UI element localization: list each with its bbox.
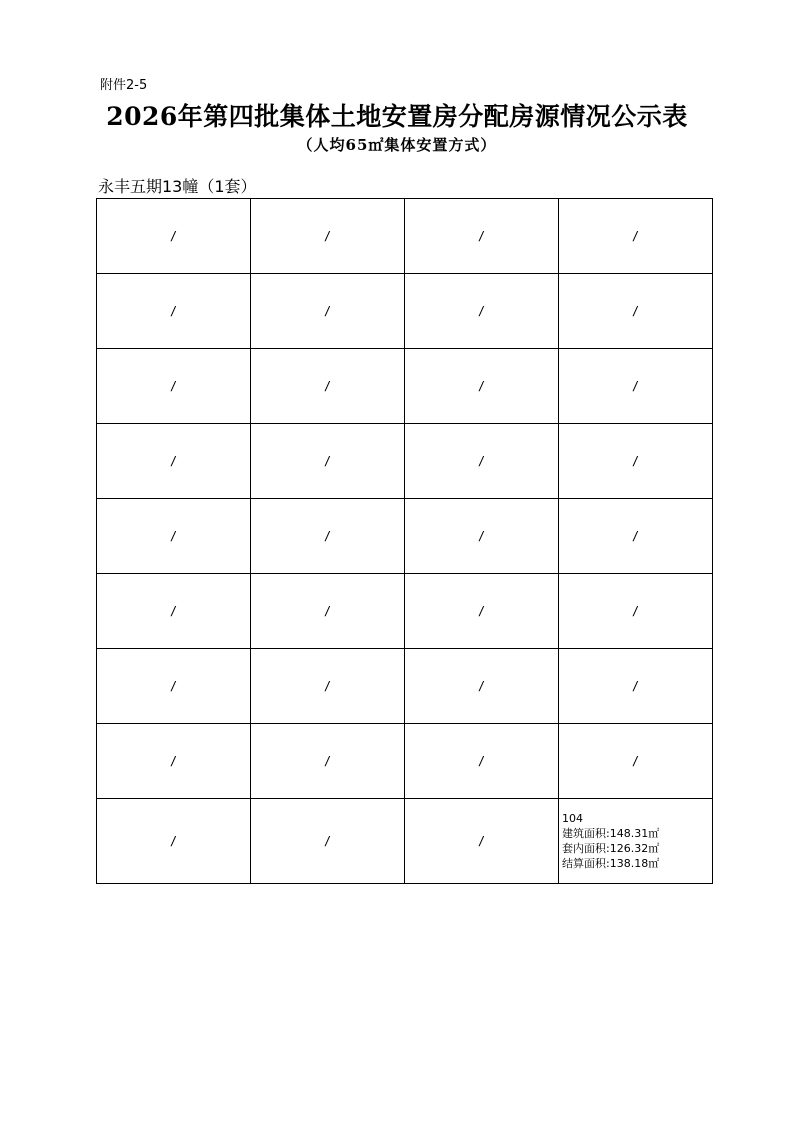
grid-cell: /	[559, 574, 713, 649]
building-label: 永丰五期13幢（1套）	[98, 177, 257, 196]
grid-cell: /	[559, 649, 713, 724]
grid-row	[97, 799, 713, 884]
grid-cell: /	[405, 349, 559, 424]
grid-cell: /	[405, 799, 559, 884]
grid-cell: /	[251, 799, 405, 884]
grid-cell: /	[559, 724, 713, 799]
grid-cell: /	[97, 499, 251, 574]
grid-cell: /	[405, 649, 559, 724]
grid-cell: /	[251, 574, 405, 649]
grid-cell: /	[405, 199, 559, 274]
grid-cell: /	[405, 274, 559, 349]
grid-cell: /	[251, 649, 405, 724]
grid-cell: /	[251, 349, 405, 424]
grid-cell: /	[405, 724, 559, 799]
page-title: 2026年第四批集体土地安置房分配房源情况公示表	[106, 102, 688, 131]
grid-cell: /	[97, 799, 251, 884]
grid-cell: /	[251, 499, 405, 574]
grid-cell: /	[559, 424, 713, 499]
grid-cell: /	[559, 499, 713, 574]
grid-cell: /	[97, 724, 251, 799]
unit-building-area: 建筑面积:148.31㎡	[562, 827, 660, 840]
grid-row	[97, 499, 713, 574]
grid-row	[97, 424, 713, 499]
grid-row	[97, 649, 713, 724]
grid-cell: /	[97, 649, 251, 724]
housing-grid	[96, 198, 713, 884]
grid-cell: /	[405, 574, 559, 649]
grid-cell: /	[97, 349, 251, 424]
grid-cell: /	[251, 424, 405, 499]
grid-cell: /	[251, 274, 405, 349]
grid-cell: /	[405, 424, 559, 499]
grid-cell: /	[559, 199, 713, 274]
unit-room-number: 104	[562, 812, 583, 825]
grid-cell: /	[97, 274, 251, 349]
grid-row	[97, 724, 713, 799]
unit-inner-area: 套内面积:126.32㎡	[562, 842, 660, 855]
page-subtitle: （人均65㎡集体安置方式）	[297, 136, 497, 154]
grid-cell: /	[405, 499, 559, 574]
grid-cell: /	[559, 349, 713, 424]
grid-cell: /	[97, 574, 251, 649]
grid-cell: /	[251, 199, 405, 274]
unit-settlement-area: 结算面积:138.18㎡	[562, 857, 660, 870]
grid-row	[97, 274, 713, 349]
unit-cell-104	[559, 799, 713, 884]
grid-row	[97, 349, 713, 424]
unit-info	[559, 811, 712, 871]
grid-row	[97, 199, 713, 274]
grid-cell: /	[97, 424, 251, 499]
grid-row	[97, 574, 713, 649]
attachment-label: 附件2-5	[100, 78, 148, 93]
grid-cell: /	[251, 724, 405, 799]
grid-cell: /	[559, 274, 713, 349]
grid-cell: /	[97, 199, 251, 274]
